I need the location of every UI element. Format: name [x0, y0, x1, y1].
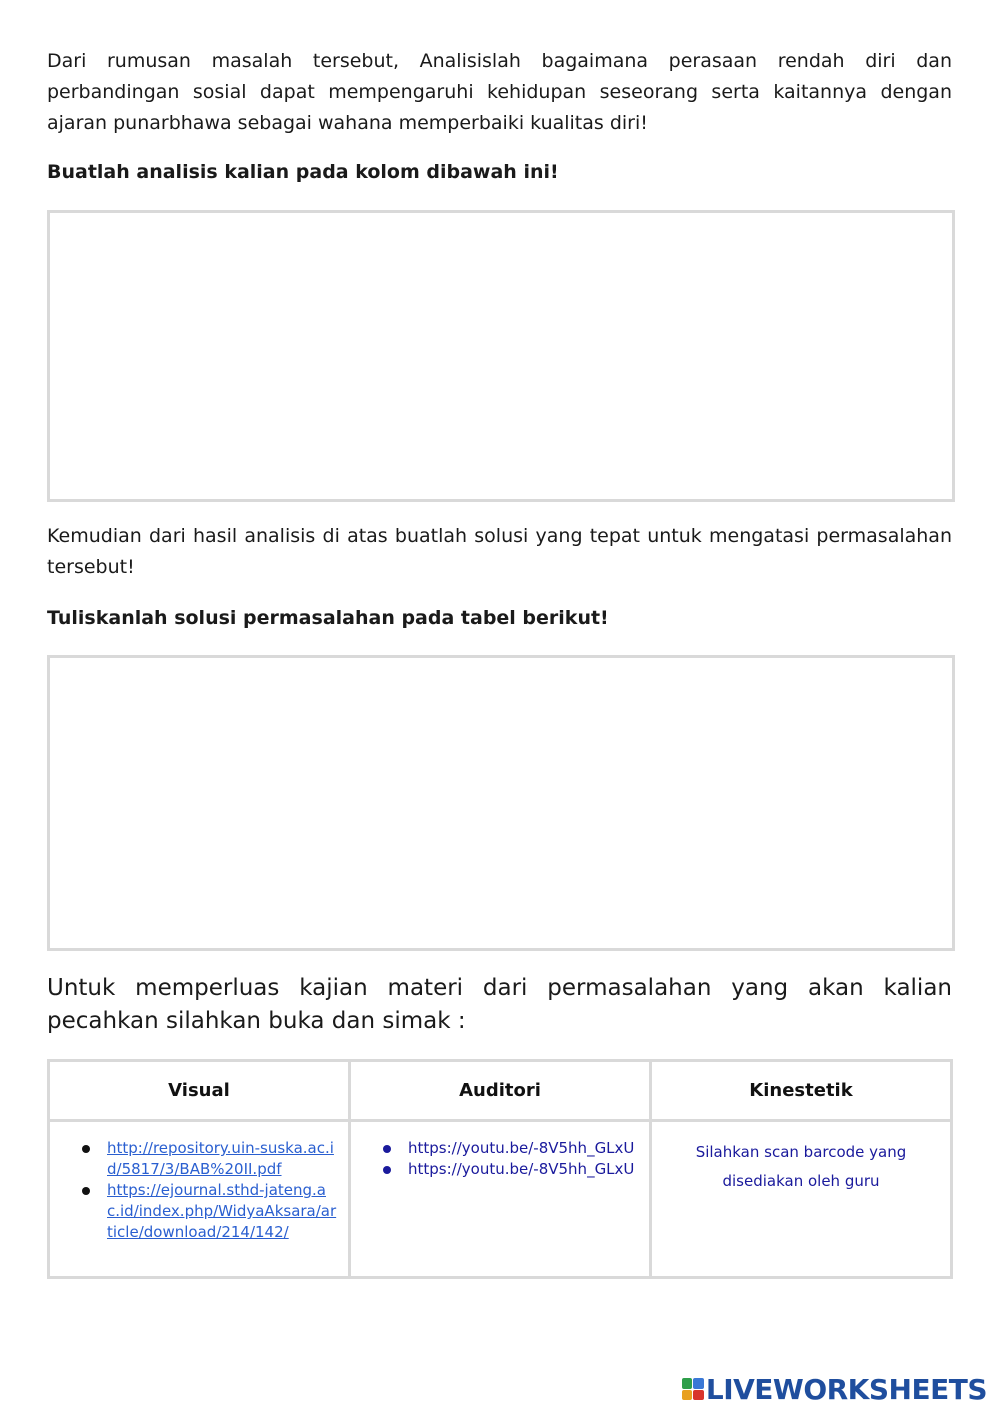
visual-link-ejournal[interactable]: https://ejournal.sthd-jateng.ac.id/index.php/WidyaAksara/article/download/214/142/: [107, 1181, 337, 1241]
logo-square-red: [693, 1390, 704, 1401]
visual-link-item: [74, 1138, 338, 1180]
auditori-link-youtube-2[interactable]: https://youtu.be/-8V5hh_GLxU: [408, 1160, 635, 1178]
analysis-instruction: Buatlah analisis kalian pada kolom dibawah ini!: [47, 161, 559, 183]
solution-instruction: Tuliskanlah solusi permasalahan pada tabel berikut!: [47, 607, 609, 629]
liveworksheets-logo[interactable]: [682, 1374, 987, 1404]
visual-link-list: [50, 1122, 348, 1243]
kinestetik-text: Silahkan scan barcode yang disediakan oleh guru: [695, 1143, 907, 1190]
logo-square-green: [682, 1378, 693, 1389]
header-visual: Visual: [49, 1061, 350, 1121]
kinestetik-cell: [651, 1121, 952, 1278]
logo-square-blue: [693, 1378, 704, 1389]
auditori-link-item: [375, 1138, 639, 1159]
resources-table: [47, 1059, 953, 1279]
resources-header-row: [49, 1061, 952, 1121]
visual-link-repository[interactable]: http://repository.uin-suska.ac.id/5817/3/BAB%20II.pdf: [107, 1139, 334, 1178]
auditori-link-list: [351, 1122, 649, 1180]
solution-answer-box[interactable]: [47, 655, 955, 951]
visual-link-item: [74, 1180, 338, 1243]
expand-paragraph: Untuk memperluas kajian materi dari permasalahan yang akan kalian pecahkan silahkan buka dan simak :: [47, 975, 952, 1034]
auditori-cell: [350, 1121, 651, 1278]
auditori-link-item: [375, 1159, 639, 1180]
logo-square-orange: [682, 1390, 693, 1401]
resources-content-row: [49, 1121, 952, 1278]
header-auditori: Auditori: [350, 1061, 651, 1121]
analysis-answer-box[interactable]: [47, 210, 955, 502]
visual-cell: [49, 1121, 350, 1278]
solution-paragraph: Kemudian dari hasil analisis di atas buatlah solusi yang tepat untuk mengatasi permasalahan tersebut!: [47, 525, 952, 578]
logo-text: LIVEWORKSHEETS: [705, 1372, 987, 1406]
liveworksheets-logo-icon: [682, 1378, 704, 1400]
intro-paragraph: Dari rumusan masalah tersebut, Analisislah bagaimana perasaan rendah diri dan perbandingan sosial dapat mempengaruhi kehidupan seseorang serta kaitannya dengan ajaran punarbhawa sebagai wahana memperbaiki kualitas diri!: [47, 50, 952, 134]
header-kinestetik: Kinestetik: [651, 1061, 952, 1121]
auditori-link-youtube-1[interactable]: https://youtu.be/-8V5hh_GLxU: [408, 1139, 635, 1157]
